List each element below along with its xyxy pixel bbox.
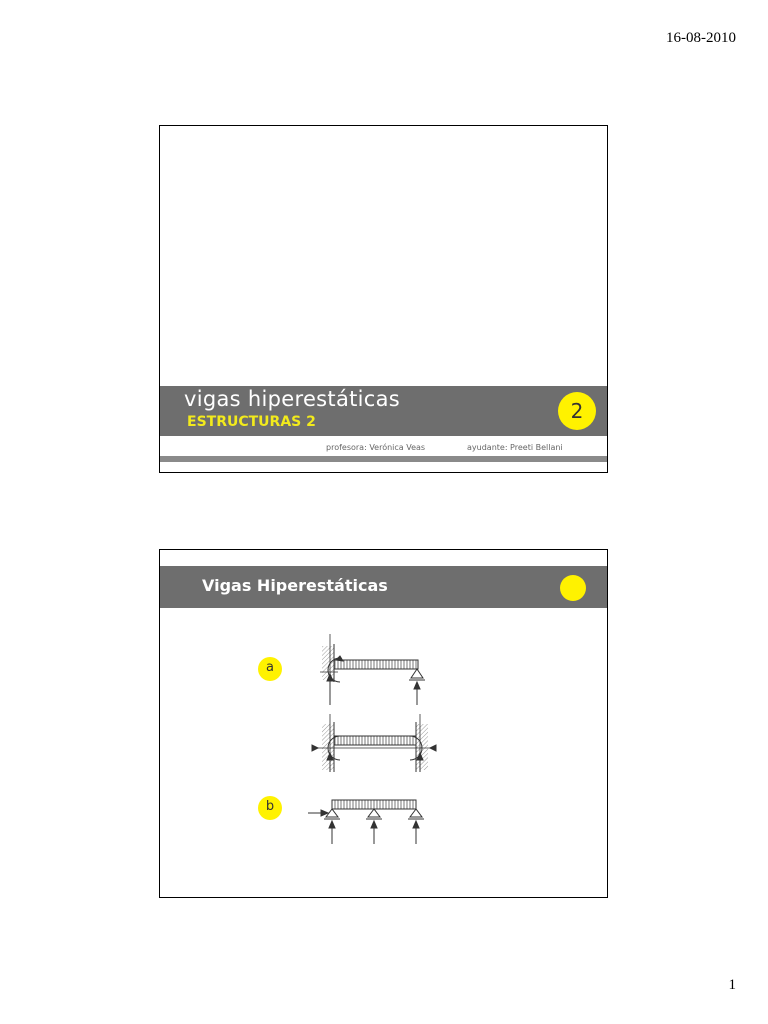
label-b-badge: b [258,796,282,820]
title-band [160,386,607,436]
roller-support-mid [368,809,380,817]
wall-hatch-left [322,646,334,680]
beam-fixed-fixed [312,714,436,772]
roller-support [411,669,423,678]
slide-title [159,125,608,473]
credits [160,439,607,455]
beam-fixed-roller [320,634,425,705]
slide-title-text: vigas hiperestáticas [184,387,401,411]
course-number: 2 [570,399,584,423]
beam-diagrams [160,550,607,897]
beam-3 [332,800,416,809]
beam-1 [334,660,418,669]
label-a-badge: a [258,657,282,681]
roller-support-right [410,809,422,817]
assistant-credit: ayudante: Preeti Bellani [467,443,563,452]
course-number-badge [558,392,596,430]
course-name: ESTRUCTURAS 2 [187,414,316,430]
page-date: 16-08-2010 [666,30,736,46]
page-number: 1 [728,977,736,993]
beam-2 [334,736,416,745]
bottom-bar [160,456,607,462]
professor-credit: profesora: Verónica Veas [326,443,426,452]
slide-heading: Vigas Hiperestáticas [202,576,388,595]
moment-arrowhead [336,656,343,661]
slide-beams [159,549,608,898]
beam-continuous [308,800,424,844]
